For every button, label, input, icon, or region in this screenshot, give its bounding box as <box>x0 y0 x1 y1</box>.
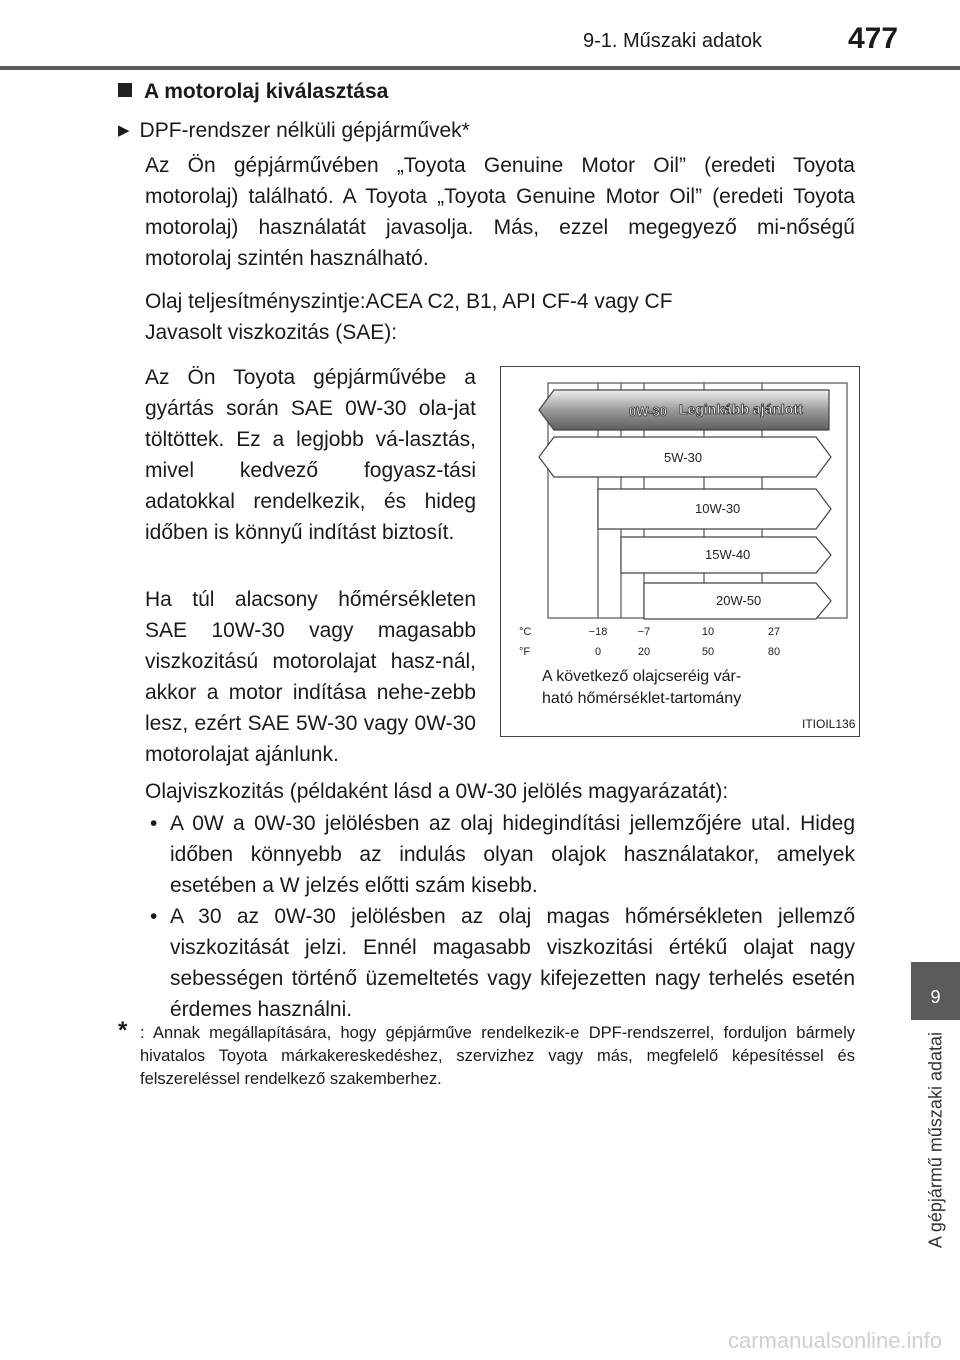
fahrenheit-tick-label: 50 <box>701 646 715 658</box>
oil-level-paragraph: Olaj teljesítményszintje:ACEA C2, B1, API CF-4 vagy CF <box>145 290 673 313</box>
chapter-tab-number: 9 <box>911 962 960 1020</box>
intro-paragraph: Az Ön gépjárművében „Toyota Genuine Motor Oil” (eredeti Toyota motorolaj) található. A Toyota „Toyota Genuine Motor Oil” (eredeti Toyota motorolaj) használatát javasolja. Más, ezzel megegyező mi-nőségű motorolaj szintén használható. <box>145 154 855 270</box>
bullet-text: A 30 az 0W-30 jelölésben az olaj magas hőmérsékleten jellemző viszkozitását jelzi. Ennél magasabb viszkozitási értékű olajat nagy sebességen történő üzemeltetés vagy kifejezetten nagy terhelés esetén érdemes használni. <box>170 905 855 1021</box>
section-heading-text: A motorolaj kiválasztása <box>144 80 389 103</box>
grade-label-20w50: 20W-50 <box>716 593 762 608</box>
bullet-dot-icon: • <box>150 812 158 835</box>
square-bullet-icon <box>118 83 132 97</box>
section-heading <box>118 80 388 104</box>
celsius-tick-label: 10 <box>701 626 715 638</box>
fahrenheit-tick-label: 20 <box>637 646 651 658</box>
footnote <box>118 1017 855 1091</box>
viscosity-label: Javasolt viszkozitás (SAE): <box>145 321 398 344</box>
celsius-unit-label: °C <box>519 626 532 638</box>
sub-heading <box>118 119 470 143</box>
watermark: carmanualsonline.info <box>728 1328 943 1353</box>
factory-fill-paragraph: Az Ön Toyota gépjárművébe a gyártás során SAE 0W-30 ola-jat töltöttek. Ez a legjobb vá-lasztás, mivel kedvező fogyasz-tási adatokkal rendelkezik, és hideg időben is könnyű indítást biztosít. <box>145 366 476 544</box>
grade-label-10w30: 10W-30 <box>695 501 741 516</box>
header-section-title: 9-1. Műszaki adatok <box>583 30 762 52</box>
celsius-tick-label: −18 <box>588 626 608 638</box>
celsius-tick-label: 27 <box>767 626 781 638</box>
figure-caption <box>542 666 741 710</box>
recommended-label: Leginkább ajánlott <box>679 401 803 417</box>
chapter-tab <box>911 1022 960 1322</box>
grade-label-5w30: 5W-30 <box>664 450 703 465</box>
fahrenheit-unit-label: °F <box>519 646 531 658</box>
celsius-tick-label: −7 <box>637 626 651 638</box>
bullet-item <box>150 808 855 901</box>
chapter-tab-title: A gépjármű műszaki adatai <box>925 1032 945 1249</box>
sub-heading-text: DPF-rendszer nélküli gépjárművek* <box>139 119 470 142</box>
cold-weather-paragraph: Ha túl alacsony hőmérsékleten SAE 10W-30 vagy magasabb viszkozitású motorolajat hasz-nál, akkor a motor indítása nehe-zebb lesz, ezért SAE 5W-30 vagy 0W-30 motorolajat ajánlunk. <box>145 588 476 766</box>
header-divider <box>0 66 960 70</box>
figure-caption-line: A következő olajcseréig vár- <box>542 668 742 685</box>
grade-label-0w30: 0W-30 <box>629 404 668 419</box>
figure-caption-line: ható hőmérséklet-tartomány <box>542 690 742 707</box>
page-number: 477 <box>848 22 899 55</box>
triangle-bullet-icon: ▶ <box>118 122 130 139</box>
bullet-item <box>150 901 855 1025</box>
footnote-text: : Annak megállapítására, hogy gépjárműve rendelkezik-e DPF-rendszerrel, forduljon bármely hivatalos Toyota márkakereskedéshez, szervizhez vagy más, megfelelő képesítéssel és felszereléssel rendelkező szakemberhez. <box>140 1024 855 1088</box>
grade-label-15w40: 15W-40 <box>705 547 751 562</box>
bullet-text: A 0W a 0W-30 jelölésben az olaj hidegindítási jellemzőjére utal. Hideg időben könnyebb az indulás olyan olajok használatakor, amelyek esetében a W jelzés előtti szám kisebb. <box>170 812 855 897</box>
bullet-dot-icon: • <box>150 905 158 928</box>
footnote-marker: * <box>118 1017 128 1044</box>
figure-id: ITIOIL136 <box>802 717 856 731</box>
fahrenheit-tick-label: 0 <box>594 646 602 658</box>
fahrenheit-tick-label: 80 <box>767 646 781 658</box>
explain-intro: Olajviszkozitás (példaként lásd a 0W-30 jelölés magyarázatát): <box>145 780 729 803</box>
